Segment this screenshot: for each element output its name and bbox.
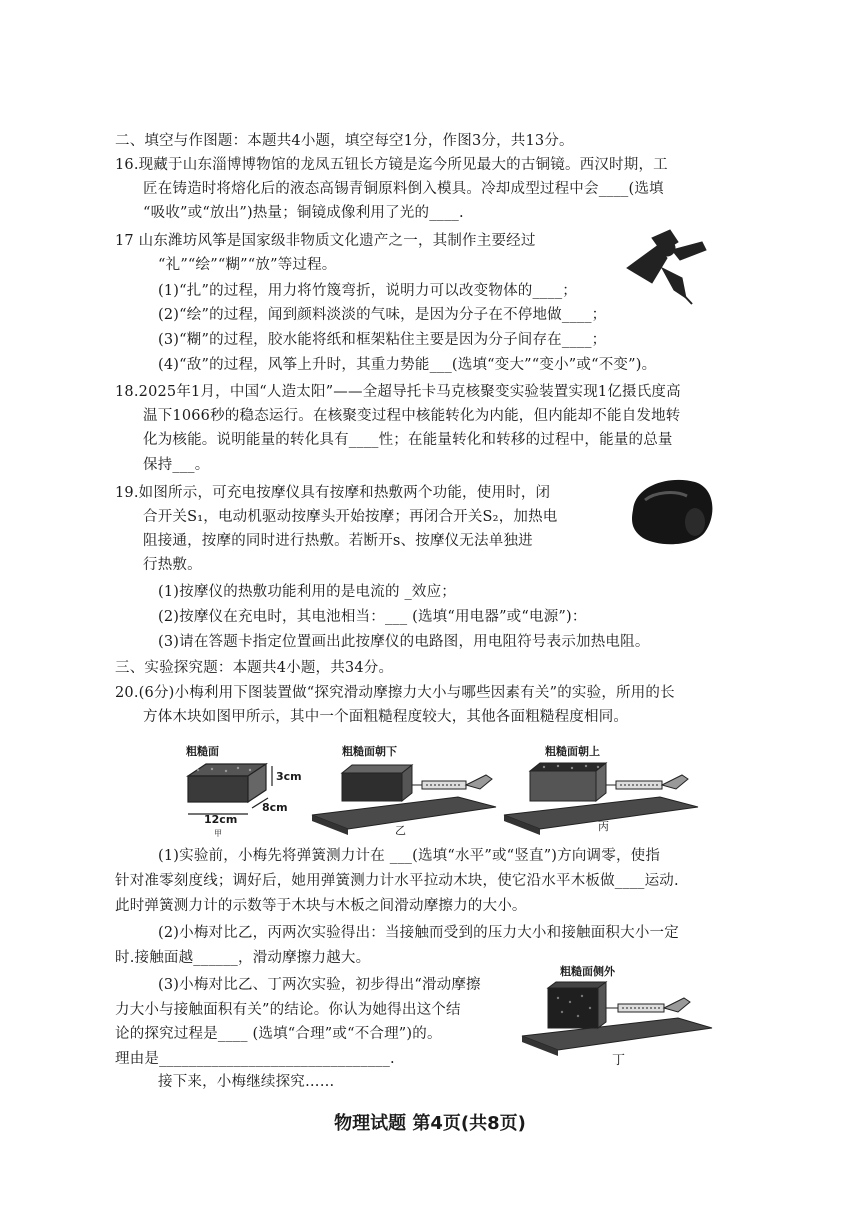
q17-line2: “礼”“绘”“糊”“放”等过程。	[158, 257, 337, 273]
section3-header: 三、实验探究题：本题共4小题，共34分。	[115, 660, 394, 676]
q17-item3: (3)“糊”的过程，胶水能将纸和框架粘住主要是因为分子间存在____；	[158, 332, 607, 348]
figure-jia-caption: 甲	[214, 829, 222, 838]
q20-p3-line4: 理由是_______________________________.	[115, 1051, 395, 1067]
q20-line1: 20.(6分)小梅利用下图装置做“探究滑动摩擦力大小与哪些因素有关”的实验，所用的长	[115, 685, 675, 701]
figure-ding-caption: 丁	[612, 1053, 626, 1068]
q17-item2: (2)“绘”的过程，闻到颜料淡淡的气味，是因为分子在不停地做____；	[158, 307, 607, 323]
figure-bing-label: 粗糙面朝上	[545, 745, 600, 758]
figure-jia-height: 3cm	[276, 770, 302, 783]
q19-item1: (1)按摩仪的热敷功能利用的是电流的 _效应；	[158, 584, 456, 600]
figure-jia-width: 8cm	[262, 801, 288, 814]
q19-line4: 行热敷。	[143, 557, 202, 573]
figure-yi-label: 粗糙面朝下	[342, 745, 397, 758]
massager-image	[625, 470, 720, 550]
q20-p1-line3: 此时弹簧测力计的示数等于木块与木板之间滑动摩擦力的大小。	[115, 898, 527, 914]
section2-header: 二、填空与作图题：本题共4小题，填空每空1分，作图3分，共13分。	[115, 133, 574, 149]
figure-ding-label: 粗糙面侧外	[560, 965, 615, 978]
q17-line1: 17 山东潍坊风筝是国家级非物质文化遗产之一，其制作主要经过	[115, 233, 536, 249]
q17-item1: (1)“扎”的过程，用力将竹篾弯折，说明力可以改变物体的____；	[158, 283, 577, 299]
figure-ding	[518, 978, 714, 1058]
q20-p3-line2: 力大小与接触面积有关”的结论。你认为她得出这个结	[115, 1002, 461, 1018]
q19-line3: 阻接通，按摩的同时进行热敷。若断开s、按摩仪无法单独进	[143, 533, 533, 549]
q18-line2: 温下1066秒的稳态运行。在核聚变过程中核能转化为内能，但内能却不能自发地转	[143, 408, 681, 424]
figure-yi-caption: 乙	[395, 824, 406, 837]
q16-line1: 16.现藏于山东淄博博物馆的龙凤五钮长方镜是迄今所见最大的古铜镜。西汉时期，工	[115, 157, 668, 173]
q20-line2: 方体木块如图甲所示，其中一个面粗糙程度较大，其他各面粗糙程度相同。	[143, 709, 629, 725]
q16-line2: 匠在铸造时将熔化后的液态高锡青铜原料倒入模具。冷却成型过程中会____(选填	[143, 181, 664, 197]
q20-p1-line1: (1)实验前，小梅先将弹簧测力计在 ___(选填“水平”或“竖直”)方向调零，使指	[158, 848, 661, 864]
q19-line1: 19.如图所示，可充电按摩仪具有按摩和热敷两个功能，使用时，闭	[115, 485, 551, 501]
q20-p3-line3: 论的探究过程是____ (选填“合理”或“不合理”)的。	[115, 1026, 442, 1042]
q20-p1-line2: 针对准零刻度线；调好后，她用弹簧测力计水平拉动木块，使它沿水平木板做____运动.	[115, 873, 679, 889]
q19-item3: (3)请在答题卡指定位置画出此按摩仪的电路图，用电阻符号表示加热电阻。	[158, 634, 650, 650]
figure-bing-caption: 丙	[598, 820, 609, 833]
q20-p2-line1: (2)小梅对比乙，丙两次实验得出：当接触而受到的压力大小和接触面积大小一定	[158, 925, 679, 941]
page-footer: 物理试题 第4页(共8页)	[334, 1113, 526, 1134]
q18-line4: 保持___。	[143, 457, 210, 473]
q18-line1: 18.2025年1月，中国“人造太阳”——全超导托卡马克核聚变实验装置实现1亿摄氏度高	[115, 384, 681, 400]
q16-line3: “吸收”或“放出”)热量；铜镜成像利用了光的____.	[143, 205, 464, 221]
q20-p2-line2: 时.接触面越______，滑动摩擦力越大。	[115, 950, 371, 966]
q17-item4: (4)“敌”的过程，风筝上升时，其重力势能___(选填“变大”“变小”或“不变”)。	[158, 357, 657, 373]
q19-item2: (2)按摩仪在充电时，其电池相当：___ (选填“用电器”或“电源”)：	[158, 609, 587, 625]
q20-p3-line1: (3)小梅对比乙、丁两次实验，初步得出“滑动摩擦	[158, 977, 481, 993]
q18-line3: 化为核能。说明能量的转化具有____性；在能量转化和转移的过程中，能量的总量	[143, 432, 673, 448]
q19-line2: 合开关S₁，电动机驱动按摩头开始按摩；再闭合开关S₂，加热电	[143, 509, 558, 525]
q20-continue: 接下来，小梅继续探究……	[158, 1074, 335, 1090]
kite-figure	[622, 228, 712, 306]
figure-jia-label: 粗糙面	[186, 745, 219, 758]
figure-jia-length: 12cm	[204, 813, 238, 826]
